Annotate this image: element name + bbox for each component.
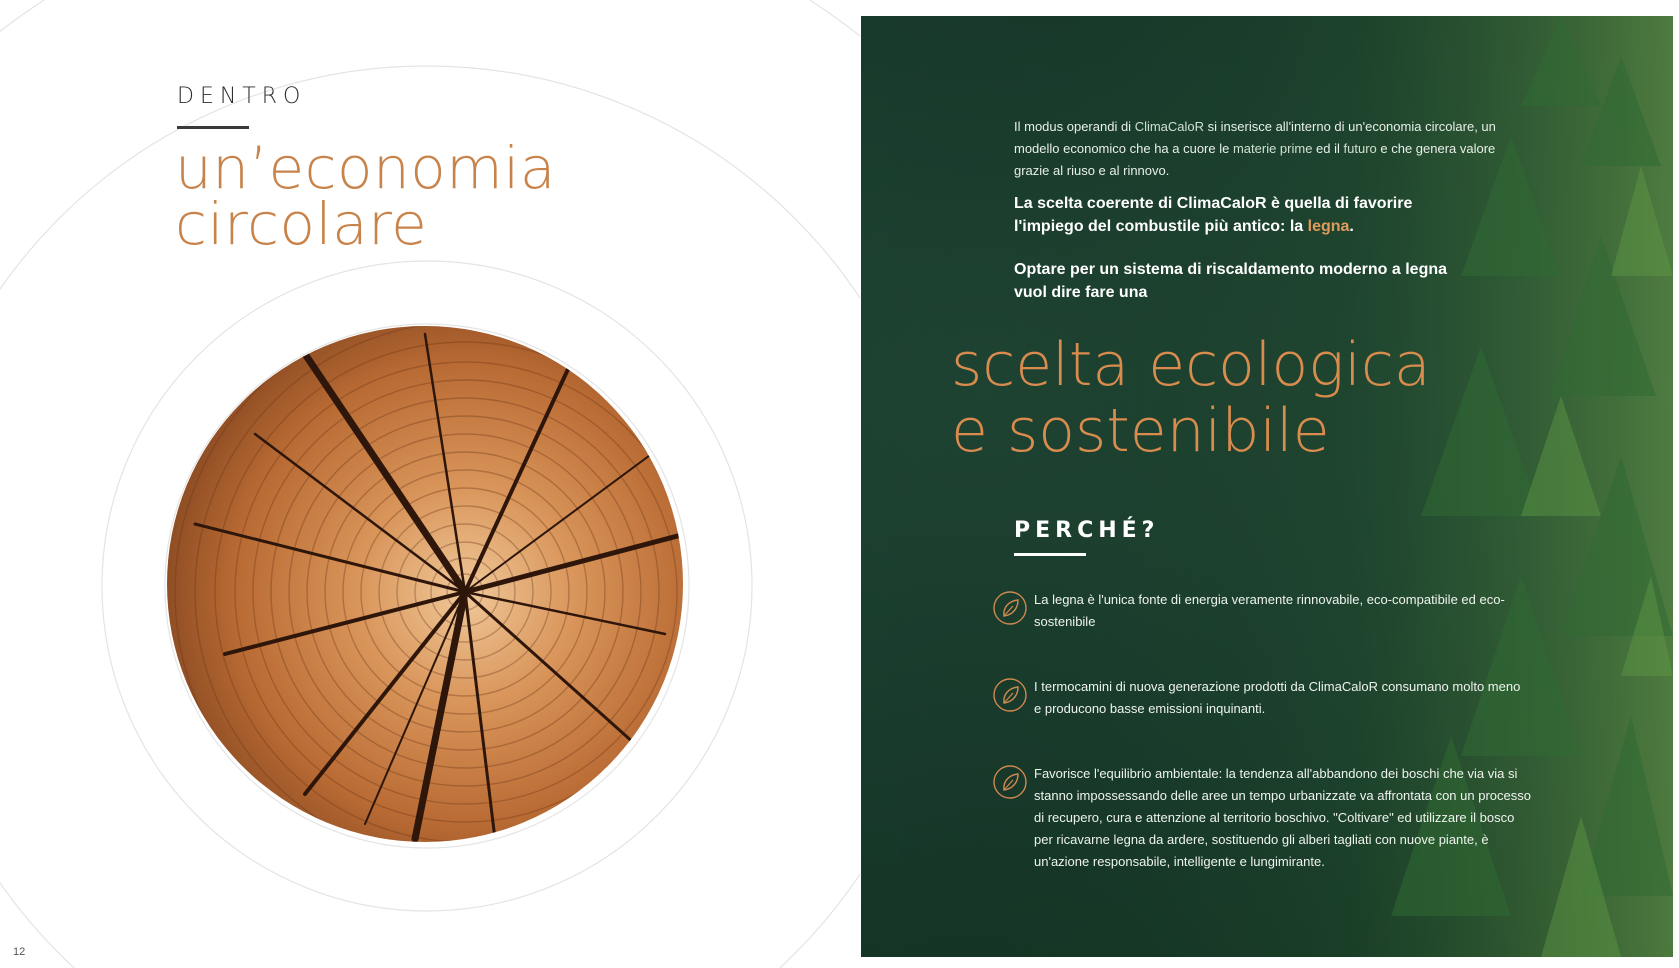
choice-paragraph [1014,192,1454,238]
kicker-underline [177,126,249,129]
reason-text: La legna è l'unica fonte di energia veramente rinnovabile, eco-compatibile ed eco-sostenibile [1034,592,1505,629]
intro-text-1: Il modus operandi di [1014,119,1135,134]
page-title [175,134,556,258]
intro-brand: ClimaCaloR [1134,119,1205,134]
intro-text-4: e che genera valore grazie al riuso e al rinnovo. [1014,141,1496,178]
intro-text-2: si inserisce all'interno di un'economia circolare, un modello economico che ha a cuore le [1014,119,1496,156]
reason-text: Favorisce l'equilibrio ambientale: la tendenza all'abbandono dei boschi che via via si stanno impossessando delle aree un tempo urbanizzate va affrontata con un processo di recupero, cura e attenzione al territorio boschivo. "Coltivare" ed utilizzare il bosco per ricavarne legna da ardere, sostituendo gli alberi tagliati con nuove piante, è un'azione responsabile, intelligente e lungimirante. [1034,766,1531,869]
section-kicker: DENTRO [177,84,307,109]
intro-materials: materie prime [1232,141,1313,156]
intro-text-3: ed il [1312,141,1344,156]
leaf-icon [991,676,1029,714]
why-underline [1014,553,1086,556]
intro-paragraph [1014,116,1514,182]
tree-ring-cross-section-image [165,324,685,844]
page-number: 12 [13,946,26,958]
eco-headline [951,332,1431,464]
choice-accent-word: legna [1307,218,1350,235]
choice-end: . [1349,218,1354,235]
eco-line-1: scelta ecologica [951,330,1431,400]
choice-text: La scelta coerente di ClimaCaloR è quella di favorire l'impiego del combustile più antico: la [1014,195,1413,235]
title-line-1: un’economia [175,134,556,202]
why-heading: PERCHÉ? [1014,518,1160,543]
option-paragraph: Optare per un sistema di riscaldamento moderno a legna vuol dire fare una [1014,261,1448,301]
eco-line-2: e sostenibile [951,396,1330,466]
intro-future: futuro [1343,141,1377,156]
reason-text: I termocamini di nuova generazione prodotti da ClimaCaloR consumano molto meno e producono basse emissioni inquinanti. [1034,679,1521,716]
title-line-2: circolare [175,190,428,258]
leaf-icon [991,763,1029,801]
leaf-icon [991,589,1029,627]
right-page [861,16,1673,957]
